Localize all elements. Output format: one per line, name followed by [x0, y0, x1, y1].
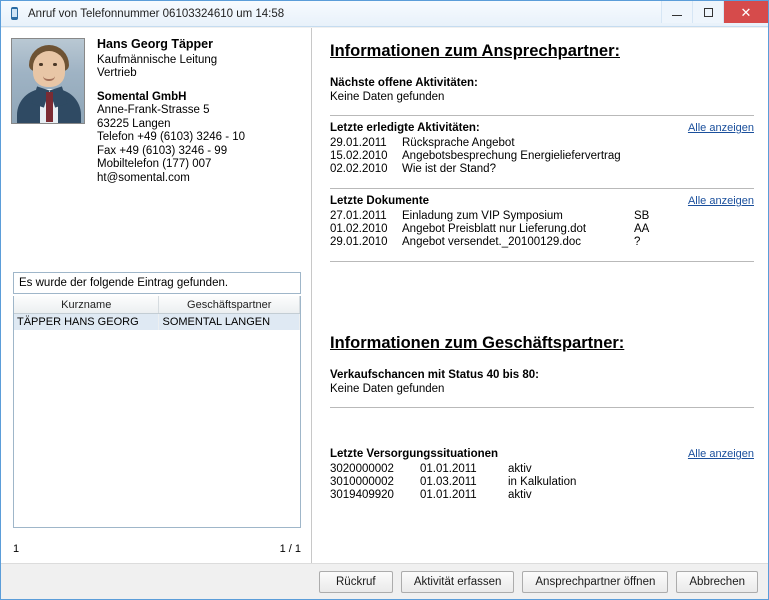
contact-company: Somental GmbH [97, 90, 187, 103]
contact-phone: Telefon +49 (6103) 3246 - 10 [97, 131, 246, 143]
contact-city: 63225 Langen [97, 117, 171, 130]
activity-date: 02.02.2010 [330, 163, 388, 175]
open-contact-button[interactable]: Ansprechpartner öffnen [522, 571, 668, 593]
document-text: Angebot versendet._20100129.doc [402, 236, 582, 248]
supply-date: 01.03.2011 [420, 476, 477, 488]
window-controls [661, 1, 768, 27]
contact-department: Vertrieb [97, 67, 137, 79]
done-activities-heading: Letzte erledigte Aktivitäten: [330, 122, 480, 134]
info-pane [312, 28, 768, 563]
supply-table [330, 463, 754, 502]
cancel-button[interactable]: Abbrechen [676, 571, 758, 593]
supply-show-all-link[interactable]: Alle anzeigen [687, 448, 754, 460]
supply-state: aktiv [508, 463, 532, 475]
document-tag: ? [634, 236, 641, 248]
search-result-message: Es wurde der folgende Eintrag gefunden. [13, 272, 301, 294]
contact-pane [1, 28, 312, 563]
documents-header [330, 195, 754, 209]
create-activity-button[interactable]: Aktivität erfassen [401, 571, 515, 593]
contact-mobile: Mobiltelefon (177) 007 [97, 158, 212, 170]
contact-section-title: Informationen zum Ansprechpartner: [330, 42, 620, 60]
done-activities-table [330, 137, 754, 176]
divider [330, 188, 754, 189]
column-header-geschaeftspartner[interactable]: Geschäftspartner [159, 296, 300, 313]
documents-heading: Letzte Dokumente [330, 195, 430, 207]
document-text: Einladung zum VIP Symposium [402, 210, 563, 222]
list-item[interactable] [330, 236, 754, 249]
avatar [11, 38, 85, 124]
minimize-icon [672, 15, 682, 16]
record-index: 1 [13, 543, 20, 555]
document-date: 27.01.2011 [330, 210, 387, 222]
activity-text: Wie ist der Stand? [402, 163, 496, 175]
done-activities-show-all-link[interactable]: Alle anzeigen [687, 122, 754, 134]
contact-details [97, 38, 245, 185]
document-tag: AA [634, 223, 650, 235]
contact-street: Anne-Frank-Strasse 5 [97, 104, 210, 116]
open-activities-heading: Nächste offene Aktivitäten: [330, 77, 478, 89]
document-date: 01.02.2010 [330, 223, 388, 235]
callback-button[interactable]: Rückruf [319, 571, 393, 593]
activity-date: 29.01.2011 [330, 137, 387, 149]
list-item[interactable] [330, 463, 754, 476]
documents-show-all-link[interactable]: Alle anzeigen [687, 195, 754, 207]
contact-name: Hans Georg Täpper [97, 37, 213, 51]
supply-number: 3019409920 [330, 489, 394, 501]
opportunities-heading: Verkaufschancen mit Status 40 bis 80: [330, 369, 540, 381]
contact-role: Kaufmännische Leitung [97, 53, 218, 66]
phone-icon [7, 6, 23, 22]
divider [330, 407, 754, 408]
divider [330, 115, 754, 116]
grid-header-row [14, 296, 300, 314]
close-icon: ✕ [740, 4, 752, 20]
activity-text: Angebotsbesprechung Energieliefervertrag [402, 150, 621, 162]
close-button[interactable] [723, 1, 768, 23]
table-row[interactable] [14, 314, 300, 330]
search-result-grid[interactable] [13, 296, 301, 528]
window-title: Anruf von Telefonnummer 06103324610 um 14:58 [28, 7, 285, 20]
cell-kurzname: TÄPPER HANS GEORG [14, 314, 159, 330]
supply-number: 3020000002 [330, 463, 394, 475]
column-header-kurzname[interactable]: Kurzname [14, 296, 159, 313]
opportunities-empty: Keine Daten gefunden [330, 383, 445, 395]
document-text: Angebot Preisblatt nur Lieferung.dot [402, 223, 587, 235]
supply-date: 01.01.2011 [420, 463, 477, 475]
document-date: 29.01.2010 [330, 236, 388, 248]
document-tag: SB [634, 210, 650, 222]
activity-text: Rücksprache Angebot [402, 137, 515, 149]
maximize-button[interactable] [692, 1, 723, 23]
minimize-button[interactable] [661, 1, 692, 23]
list-item[interactable] [330, 150, 754, 163]
list-item[interactable] [330, 210, 754, 223]
done-activities-header [330, 122, 754, 136]
documents-table [330, 210, 754, 249]
title-bar [1, 1, 768, 27]
open-activities-empty: Keine Daten gefunden [330, 91, 445, 103]
divider [330, 261, 754, 262]
supply-number: 3010000002 [330, 476, 394, 488]
spacer [330, 268, 754, 334]
contact-fax: Fax +49 (6103) 3246 - 99 [97, 144, 228, 157]
cell-geschaeftspartner: SOMENTAL LANGEN [159, 314, 300, 330]
supply-heading: Letzte Versorgungssituationen [330, 448, 499, 460]
activity-date: 15.02.2010 [330, 150, 388, 162]
list-item[interactable] [330, 476, 754, 489]
list-item[interactable] [330, 223, 754, 236]
supply-date: 01.01.2011 [420, 489, 477, 501]
grid-status-bar [13, 543, 301, 555]
list-item[interactable] [330, 137, 754, 150]
supply-state: aktiv [508, 489, 532, 501]
supply-state: in Kalkulation [508, 476, 577, 488]
maximize-icon [704, 8, 713, 17]
contact-email[interactable]: ht@somental.com [97, 171, 190, 184]
partner-section-title: Informationen zum Geschäftspartner: [330, 334, 625, 352]
contact-header [1, 28, 311, 185]
content-area [1, 28, 768, 563]
list-item[interactable] [330, 163, 754, 176]
list-item[interactable] [330, 489, 754, 502]
dialog-footer [1, 563, 768, 599]
record-count: 1 / 1 [279, 543, 301, 555]
supply-header [330, 448, 754, 462]
